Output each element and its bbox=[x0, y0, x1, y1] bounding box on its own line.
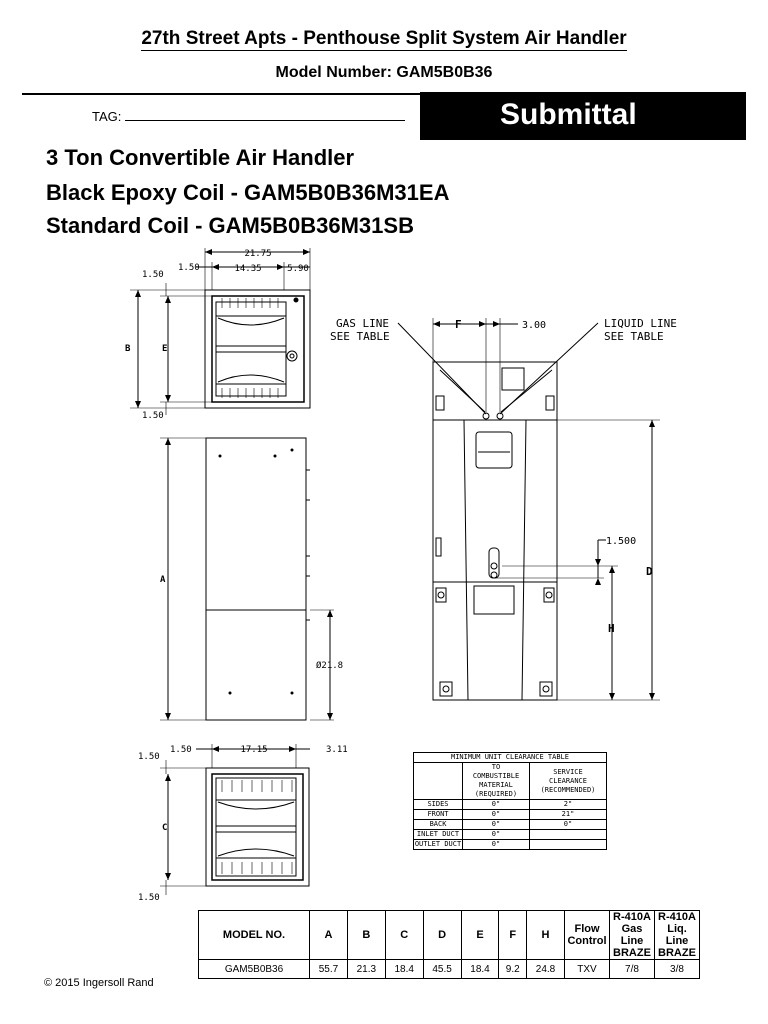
table-row: INLET DUCT 0" bbox=[414, 830, 607, 840]
col-recommended-header: SERVICE CLEARANCE (RECOMMENDED) bbox=[530, 763, 607, 800]
clearance-table bbox=[413, 752, 607, 850]
dim-1-50-top-left: 1.50 bbox=[178, 263, 200, 273]
table-row: FRONT 0" 21" bbox=[414, 810, 607, 820]
col-required-header: TO COMBUSTIBLE MATERIAL (REQUIRED) bbox=[463, 763, 530, 800]
dim-5-90: 5.90 bbox=[287, 264, 309, 274]
dim-1-50-bv-bottom: 1.50 bbox=[138, 893, 160, 903]
dim-1-50-bottom: 1.50 bbox=[142, 411, 164, 421]
bottom-view-cabinet bbox=[206, 768, 309, 886]
dim-3-00: 3.00 bbox=[522, 320, 547, 331]
dim-1-50-bv-top: 1.50 bbox=[138, 752, 160, 762]
dim-letter-a: A bbox=[160, 575, 166, 585]
dim-letter-h: H bbox=[608, 622, 615, 635]
dim-letter-e: E bbox=[162, 344, 168, 354]
table-row: GAM5B0B36 55.7 21.3 18.4 45.5 18.4 9.2 24.8 TXV 7/8 3/8 bbox=[199, 960, 700, 979]
liquid-line-see-table: SEE TABLE bbox=[604, 330, 664, 343]
tag-label: TAG: bbox=[92, 109, 122, 124]
dim-21-75: 21.75 bbox=[244, 249, 272, 259]
heading-standard-coil: Standard Coil - GAM5B0B36M31SB bbox=[46, 213, 414, 238]
front-view-cabinet bbox=[433, 362, 557, 700]
table-row: SIDES 0" 2" bbox=[414, 800, 607, 810]
clearance-table-title: MINIMUM UNIT CLEARANCE TABLE bbox=[414, 753, 607, 763]
dim-letter-c: C bbox=[162, 823, 168, 833]
gas-line-label: GAS LINE bbox=[336, 317, 389, 330]
dim-letter-d: D bbox=[646, 565, 653, 578]
document-title: 27th Street Apts - Penthouse Split System Air Handler bbox=[141, 28, 627, 49]
gas-line-see-table: SEE TABLE bbox=[330, 330, 390, 343]
submittal-label: Submittal bbox=[500, 98, 637, 131]
dim-letter-f: F bbox=[455, 318, 462, 331]
model-number: Model Number: GAM5B0B36 bbox=[275, 64, 493, 81]
table-row: OUTLET DUCT 0" bbox=[414, 840, 607, 850]
side-view-cabinet bbox=[206, 438, 306, 720]
model-dimension-table bbox=[198, 910, 700, 979]
heading-capacity: 3 Ton Convertible Air Handler bbox=[46, 145, 355, 170]
heading-black-epoxy-coil: Black Epoxy Coil - GAM5B0B36M31EA bbox=[46, 180, 450, 205]
liquid-line-label: LIQUID LINE bbox=[604, 317, 677, 330]
dim-14-35: 14.35 bbox=[234, 264, 262, 274]
table-row: BACK 0" 0" bbox=[414, 820, 607, 830]
dim-1-50-bv-left: 1.50 bbox=[170, 745, 192, 755]
table-header-row: MODEL NO. A B C D E F H Flow Control R-410A Gas Line BRAZE R-410A Liq. Line BRAZE bbox=[199, 911, 700, 960]
copyright: © 2015 Ingersoll Rand bbox=[44, 977, 154, 989]
dim-3-11: 3.11 bbox=[326, 745, 348, 755]
top-view-cabinet bbox=[205, 290, 310, 408]
dim-letter-b: B bbox=[125, 344, 131, 354]
dim-diameter-21-8: Ø21.8 bbox=[316, 661, 344, 671]
dim-17-15: 17.15 bbox=[240, 745, 268, 755]
dim-1-50-top: 1.50 bbox=[142, 270, 164, 280]
dim-1-500: 1.500 bbox=[606, 536, 637, 547]
